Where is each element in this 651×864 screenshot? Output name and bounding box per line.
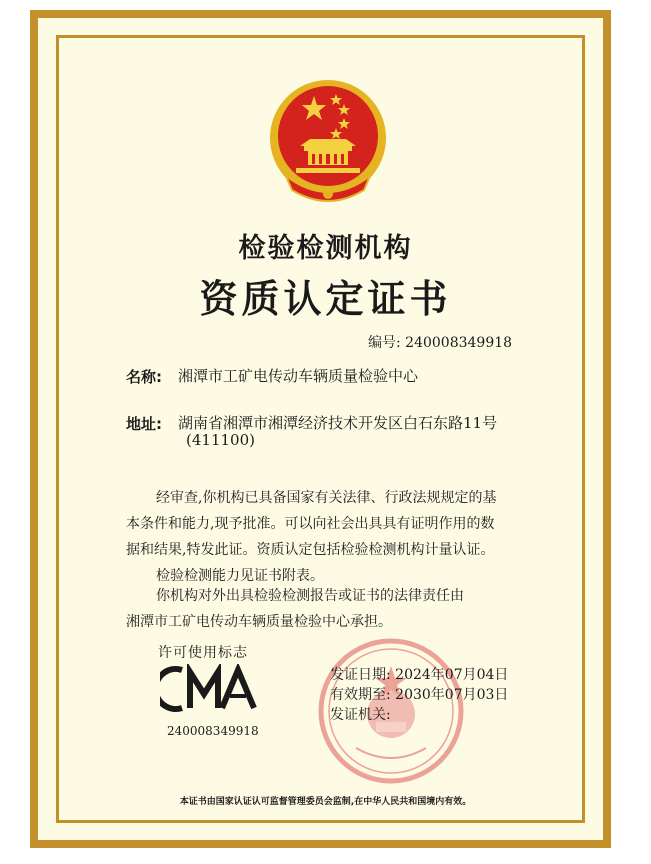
body-para3-line1: 你机构对外出具检验检测报告或证书的法律责任由 [156,588,464,604]
expiry-date [330,684,508,704]
body-para2: 检验检测能力见证书附表。 [156,568,324,584]
issuer-label: 发证机关: [330,707,391,723]
body-para1-line2: 本条件和能力,现予批准。可以向社会出具具有证明作用的数 [126,516,495,532]
body-para1-line1: 经审查,你机构已具备国家有关法律、行政法规规定的基 [156,490,497,506]
expiry-date-label: 有效期至: [330,687,391,703]
address-line2: (411100) [186,431,255,449]
issue-date [330,664,508,684]
certificate-number-label: 编号: [368,335,401,351]
body-para3-line2: 湘潭市工矿电传动车辆质量检验中心承担。 [126,614,392,630]
name-label: 名称: [126,368,162,386]
certificate-number-value: 240008349918 [405,335,513,351]
permit-label: 许可使用标志 [158,645,248,661]
national-emblem-icon [266,76,390,206]
address-label: 地址: [126,415,162,433]
address-line1: 湖南省湘潭市湘潭经济技术开发区白石东路11号 [178,414,498,432]
issue-date-label: 发证日期: [330,667,391,683]
permit-number: 240008349918 [167,724,259,738]
body-para1-line3: 据和结果,特发此证。资质认定包括检验检测机构计量认证。 [126,542,495,558]
issuer [330,704,391,724]
certificate-title-line2: 资质认定证书 [199,277,452,321]
issue-date-value: 2024年07月04日 [395,667,509,683]
expiry-date-value: 2030年07月03日 [395,687,509,703]
name-value: 湘潭市工矿电传动车辆质量检验中心 [178,367,419,385]
body-paragraph-3 [126,583,556,635]
certificate-number [368,332,512,352]
footer-note: 本证书由国家认证认可监督管理委员会监制,在中华人民共和国境内有效。 [179,797,472,807]
body-paragraph-1 [126,485,556,563]
certificate-title-line1: 检验检测机构 [238,233,413,264]
cma-logo-icon [160,664,260,714]
